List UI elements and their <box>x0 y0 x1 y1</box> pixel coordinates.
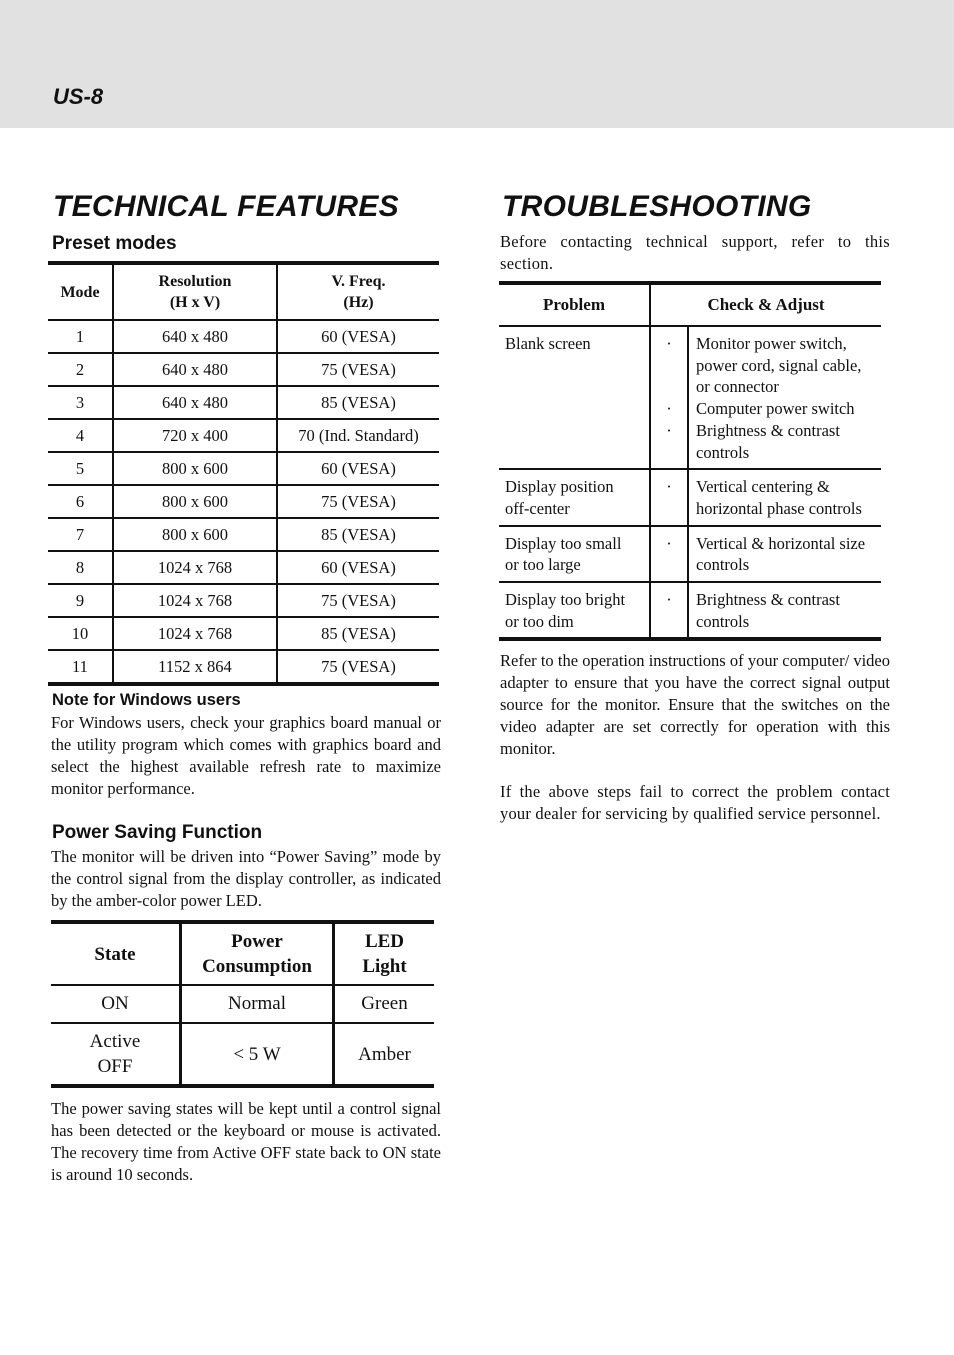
problem-line: Display too small <box>505 533 622 553</box>
header-resolution-line1: Resolution <box>158 273 232 290</box>
troubleshooting-title: TROUBLESHOOTING <box>502 190 812 223</box>
table-row <box>48 551 439 584</box>
problem-line: or too large <box>505 555 581 575</box>
frequency-cell: 85 (VESA) <box>277 617 439 650</box>
mode-cell: 3 <box>48 386 113 419</box>
problem-line: or too dim <box>505 611 574 631</box>
bullet-cell <box>650 326 688 469</box>
resolution-cell: 1152 x 864 <box>113 650 277 684</box>
note-windows-text: For Windows users, check your graphics board manual or the utility program which comes with graphics board and select the highest available refresh rate to maximize monitor performance. <box>51 713 441 798</box>
table-row <box>48 584 439 617</box>
state-line1: Active <box>89 1031 141 1052</box>
table-row <box>48 419 439 452</box>
table-row <box>499 469 881 525</box>
mode-cell: 11 <box>48 650 113 684</box>
check-line: or connector <box>696 377 779 397</box>
resolution-cell: 640 x 480 <box>113 353 277 386</box>
check-line: Vertical centering & <box>696 477 830 497</box>
frequency-cell: 60 (VESA) <box>277 452 439 485</box>
header-power-consumption <box>181 922 334 985</box>
resolution-cell: 800 x 600 <box>113 518 277 551</box>
check-cell <box>688 582 881 639</box>
header-mode: Mode <box>48 263 113 320</box>
problem-cell <box>499 469 650 525</box>
bullet: · <box>666 334 672 353</box>
led-cell: Green <box>334 985 435 1023</box>
check-line: Monitor power switch, <box>696 334 847 353</box>
table-row <box>51 1023 434 1086</box>
table-row <box>48 386 439 419</box>
state-header-row <box>51 922 434 985</box>
operation-instructions-text: Refer to the operation instructions of your computer/ video adapter to ensure that you have the correct signal output source for the monitor. Ensure that the switches on the video adapter are set correctly for operation with this monitor. <box>500 651 890 758</box>
problem-cell <box>499 526 650 582</box>
state-cell <box>51 1023 181 1086</box>
header-led-line1: LED <box>364 931 405 952</box>
led-cell: Amber <box>334 1023 435 1086</box>
preset-header-row <box>48 263 439 320</box>
check-line: Brightness & contrast <box>696 590 840 610</box>
table-row <box>499 326 881 469</box>
header-problem: Problem <box>499 283 650 326</box>
power-state-table <box>51 920 434 1088</box>
problem-line: Display position <box>505 477 614 497</box>
header-band <box>0 0 954 128</box>
header-power-line1: Power <box>231 931 283 952</box>
check-cell <box>688 526 881 582</box>
power-saving-text: The monitor will be driven into “Power Saving” mode by the control signal from the display controller, as indicated by the amber-color power LED. <box>51 847 441 910</box>
header-vfreq-line2: (Hz) <box>343 294 374 311</box>
bullet: · <box>666 590 672 610</box>
troubleshooting-table <box>499 281 881 641</box>
frequency-cell: 60 (VESA) <box>277 320 439 353</box>
bullet-cell <box>650 526 688 582</box>
check-line: Computer power switch <box>696 399 855 419</box>
frequency-cell: 75 (VESA) <box>277 353 439 386</box>
mode-cell: 5 <box>48 452 113 485</box>
problem-cell <box>499 326 650 469</box>
preset-modes-table <box>48 261 439 686</box>
power-saving-footer: The power saving states will be kept until a control signal has been detected or the keyboard or mouse is activated. The recovery time from Active OFF state back to ON state is around 10 seconds. <box>51 1099 441 1184</box>
mode-cell: 9 <box>48 584 113 617</box>
problem-line: off-center <box>505 498 570 518</box>
check-line: controls <box>696 442 750 462</box>
header-resolution <box>113 263 277 320</box>
header-vfreq-line1: V. Freq. <box>331 273 386 290</box>
check-line: power cord, signal cable, <box>696 355 862 375</box>
header-led-light <box>334 922 435 985</box>
frequency-cell: 85 (VESA) <box>277 518 439 551</box>
state-line2: OFF <box>97 1056 133 1077</box>
table-row <box>48 650 439 684</box>
bullet-spacer <box>651 376 687 398</box>
preset-modes-heading: Preset modes <box>52 233 177 254</box>
mode-cell: 7 <box>48 518 113 551</box>
frequency-cell: 75 (VESA) <box>277 650 439 684</box>
table-row <box>499 526 881 582</box>
mode-cell: 10 <box>48 617 113 650</box>
page-number: US-8 <box>53 84 104 109</box>
resolution-cell: 640 x 480 <box>113 320 277 353</box>
frequency-cell: 75 (VESA) <box>277 584 439 617</box>
note-windows-heading: Note for Windows users <box>52 691 241 709</box>
header-check-adjust: Check & Adjust <box>707 295 825 314</box>
resolution-cell: 720 x 400 <box>113 419 277 452</box>
problem-line: Display too bright <box>505 590 626 610</box>
frequency-cell: 75 (VESA) <box>277 485 439 518</box>
contact-dealer-text: If the above steps fail to correct the problem contact your dealer for servicing by qualified service personnel. <box>500 782 890 823</box>
table-row <box>51 985 434 1023</box>
state-cell: ON <box>51 985 181 1023</box>
header-state: State <box>51 922 181 985</box>
bullet: · <box>666 420 672 440</box>
resolution-cell: 800 x 600 <box>113 452 277 485</box>
troubleshooting-intro: Before contacting technical support, refer to this section. <box>500 232 890 273</box>
table-row <box>48 485 439 518</box>
mode-cell: 2 <box>48 353 113 386</box>
consumption-cell: < 5 W <box>181 1023 334 1086</box>
header-resolution-line2: (H x V) <box>169 294 221 311</box>
table-row <box>48 353 439 386</box>
frequency-cell: 60 (VESA) <box>277 551 439 584</box>
resolution-cell: 1024 x 768 <box>113 617 277 650</box>
frequency-cell: 85 (VESA) <box>277 386 439 419</box>
table-row <box>499 582 881 639</box>
header-vfreq <box>277 263 439 320</box>
check-line: Brightness & contrast <box>696 420 840 440</box>
resolution-cell: 1024 x 768 <box>113 584 277 617</box>
technical-features-title: TECHNICAL FEATURES <box>53 190 399 223</box>
frequency-cell: 70 (Ind. Standard) <box>277 419 439 452</box>
mode-cell: 4 <box>48 419 113 452</box>
header-power-line2: Consumption <box>202 956 312 977</box>
power-saving-heading: Power Saving Function <box>52 822 263 843</box>
check-cell <box>688 326 881 469</box>
resolution-cell: 640 x 480 <box>113 386 277 419</box>
check-line: controls <box>696 611 750 631</box>
table-row <box>48 452 439 485</box>
mode-cell: 6 <box>48 485 113 518</box>
consumption-cell: Normal <box>181 985 334 1023</box>
table-row <box>48 617 439 650</box>
resolution-cell: 800 x 600 <box>113 485 277 518</box>
bullet: · <box>666 533 672 553</box>
bullet: · <box>666 399 672 419</box>
mode-cell: 8 <box>48 551 113 584</box>
table-row <box>48 518 439 551</box>
table-row <box>48 320 439 353</box>
header-led-line2: Light <box>362 956 407 977</box>
problem-line: Blank screen <box>505 334 591 353</box>
check-line: controls <box>696 555 750 575</box>
bullet-cell <box>650 582 688 639</box>
problem-cell <box>499 582 650 639</box>
mode-cell: 1 <box>48 320 113 353</box>
bullet: · <box>666 477 672 497</box>
bullet-spacer <box>651 355 687 377</box>
check-line: horizontal phase controls <box>696 498 862 518</box>
bullet-cell <box>650 469 688 525</box>
check-cell <box>688 469 881 525</box>
resolution-cell: 1024 x 768 <box>113 551 277 584</box>
check-line: Vertical & horizontal size <box>696 533 866 553</box>
trouble-header-row <box>499 283 881 326</box>
